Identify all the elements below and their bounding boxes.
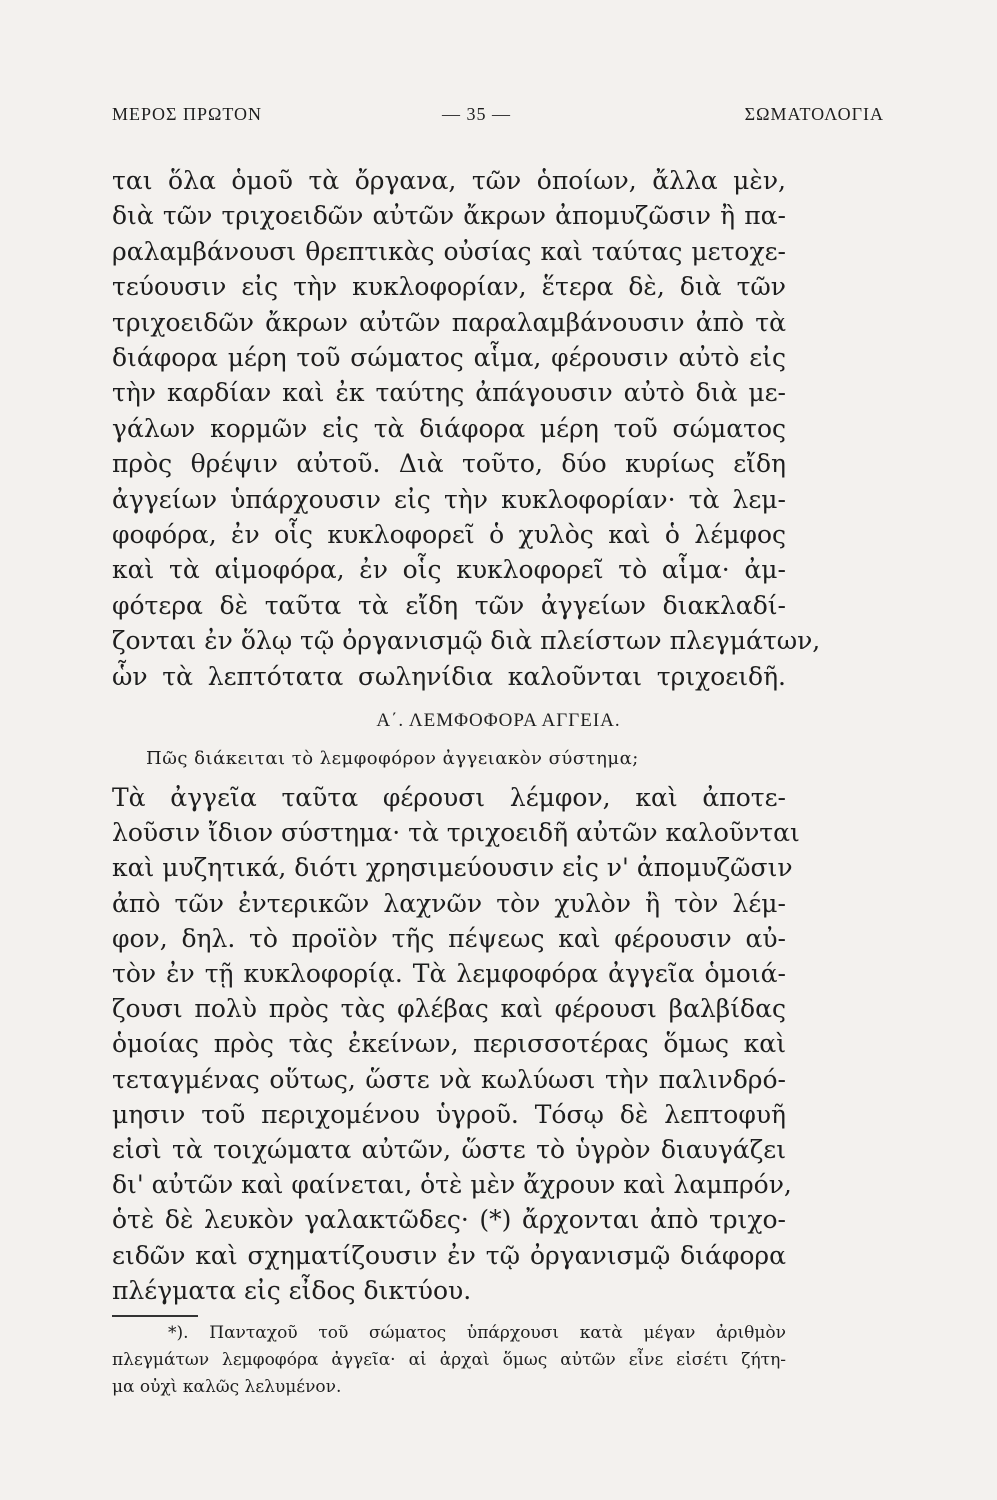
text-line: φοφόρα, ἐν οἷς κυκλοφορεῖ ὁ χυλὸς καὶ ὁ λέμφος — [112, 520, 786, 550]
text-line: τὸν ἐν τῇ κυκλοφορίᾳ. Τὰ λεμφοφόρα ἀγγεῖα ὁμοιά- — [112, 959, 786, 989]
section-question: Πῶς διάκειται τὸ λεμφοφόρον ἀγγειακὸν σύστημα; — [146, 748, 639, 769]
text-line: μησιν τοῦ περιχομένου ὑγροῦ. Τόσῳ δὲ λεπτοφυῆ — [112, 1099, 786, 1129]
header-part-title: ΜΕΡΟΣ ΠΡΩΤΟΝ — [112, 104, 263, 124]
text-line: λοῦσιν ἴδιον σύστημα· τὰ τριχοειδῆ αὐτῶν καλοῦνται — [112, 818, 800, 848]
page-number: — 35 — — [442, 104, 511, 124]
text-line: ζονται ἐν ὅλῳ τῷ ὀργανισμῷ διὰ πλείστων πλεγμάτων, — [112, 626, 821, 656]
section-heading: Α΄. ΛΕΜΦΟΦΟΡΑ ΑΓΓΕΙΑ. — [376, 710, 621, 731]
paragraph-1 — [112, 163, 821, 694]
text-line: ζουσι πολὺ πρὸς τὰς φλέβας καὶ φέρουσι βαλβίδας — [112, 994, 786, 1024]
text-line: τριχοειδῶν ἄκρων αὐτῶν παραλαμβάνουσιν ἀπὸ τὰ — [112, 307, 786, 337]
text-line: φότερα δὲ ταῦτα τὰ εἴδη τῶν ἀγγείων διακλαδί- — [112, 590, 786, 620]
text-line: διὰ τῶν τριχοειδῶν αὐτῶν ἄκρων ἀπομυζῶσιν ἢ πα- — [112, 201, 786, 231]
running-header — [112, 104, 884, 134]
text-line: καὶ τὰ αἱμοφόρα, ἐν οἷς κυκλοφορεῖ τὸ αἷμα· ἀμ- — [112, 555, 786, 585]
text-line: Τὰ ἀγγεῖα ταῦτα φέρουσι λέμφον, καὶ ἀποτε- — [112, 783, 786, 812]
text-line: τὴν καρδίαν καὶ ἐκ ταύτης ἀπάγουσιν αὐτὸ διὰ με- — [112, 378, 786, 408]
text-line: ραλαμβάνουσι θρεπτικὰς οὐσίας καὶ ταύτας μετοχε- — [112, 236, 786, 266]
header-section-title: ΣΩΜΑΤΟΛΟΓΙΑ — [744, 104, 884, 124]
text-line: δι' αὐτῶν καὶ φαίνεται, ὁτὲ μὲν ἄχρουν καὶ λαμπρόν, — [112, 1170, 792, 1200]
text-line: εἰσὶ τὰ τοιχώματα αὐτῶν, ὥστε τὸ ὑγρὸν διαυγάζει — [112, 1135, 786, 1165]
text-line: τεύουσιν εἰς τὴν κυκλοφορίαν, ἕτερα δὲ, διὰ τῶν — [112, 272, 786, 302]
text-line: ειδῶν καὶ σχηματίζουσιν ἐν τῷ ὀργανισμῷ διάφορα — [112, 1240, 786, 1270]
text-line: ται ὅλα ὁμοῦ τὰ ὄργανα, τῶν ὁποίων, ἄλλα μὲν, — [112, 166, 786, 195]
text-line: ὁμοίας πρὸς τὰς ἐκείνων, περισσοτέρας ὅμως καὶ — [112, 1029, 786, 1059]
text-line: διάφορα μέρη τοῦ σώματος αἷμα, φέρουσιν αὐτὸ εἰς — [112, 343, 786, 373]
text-line: ἀγγείων ὑπάρχουσιν εἰς τὴν κυκλοφορίαν· τὰ λεμ- — [112, 484, 786, 514]
text-line: ὧν τὰ λεπτότατα σωληνίδια καλοῦνται τριχοειδῆ. — [112, 661, 786, 691]
footnote — [112, 1320, 786, 1401]
text-line: ὁτὲ δὲ λευκὸν γαλακτῶδες· (*) ἄρχονται ἀπὸ τριχο- — [112, 1205, 786, 1235]
text-line: καὶ μυζητικά, διότι χρησιμεύουσιν εἰς ν' ἀπομυζῶσιν — [112, 853, 793, 883]
paragraph-2 — [112, 780, 800, 1308]
text-line: φον, δηλ. τὸ προϊὸν τῆς πέψεως καὶ φέρουσιν αὐ- — [112, 923, 786, 953]
footnote-line: μα οὐχὶ καλῶς λελυμένον. — [112, 1377, 342, 1397]
footnote-line: *). Πανταχοῦ τοῦ σώματος ὑπάρχουσι κατὰ μέγαν ἀριθμὸν — [168, 1323, 786, 1343]
text-line: πρὸς θρέψιν αὐτοῦ. Διὰ τοῦτο, δύο κυρίως εἴδη — [112, 449, 786, 479]
footnote-line: πλεγμάτων λεμφοφόρα ἀγγεῖα· αἱ ἀρχαὶ ὅμως αὐτῶν εἶνε εἰσέτι ζήτη- — [112, 1350, 786, 1370]
text-line: πλέγματα εἰς εἶδος δικτύου. — [112, 1275, 472, 1305]
text-line: ἀπὸ τῶν ἐντερικῶν λαχνῶν τὸν χυλὸν ἢ τὸν λέμ- — [112, 888, 786, 918]
footnote-rule — [112, 1315, 198, 1317]
text-line: τεταγμένας οὕτως, ὥστε νὰ κωλύωσι τὴν παλινδρό- — [112, 1064, 786, 1094]
text-line: γάλων κορμῶν εἰς τὰ διάφορα μέρη τοῦ σώματος — [112, 413, 786, 443]
